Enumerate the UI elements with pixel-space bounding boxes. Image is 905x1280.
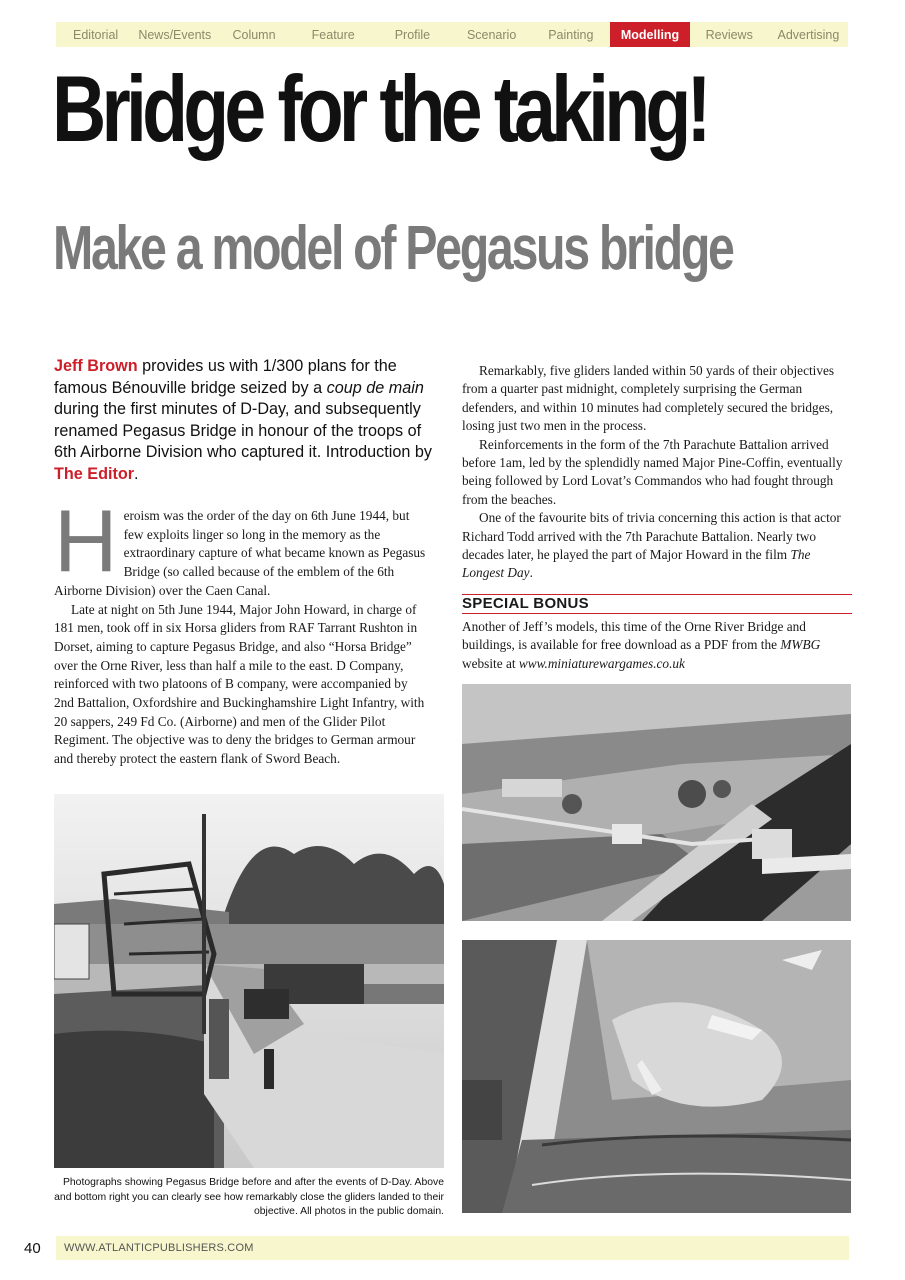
article-headline: Bridge for the taking! [52, 56, 707, 161]
page-footer [0, 1236, 905, 1260]
intro-end: . [134, 464, 139, 483]
photo-bridge-ground [54, 794, 444, 1168]
paragraph-text: eroism was the order of the day on 6th June 1944, but few exploits linger so long in the memory as the extraordinary capture of what became known as Pegasus Bridge (so called because of the emblem of the 6th Airborne Division) over the Caen Canal. [54, 508, 426, 598]
website-link[interactable]: www.miniaturewargames.co.uk [518, 655, 685, 671]
photo-aerial-gliders [462, 940, 851, 1213]
nav-item-modelling[interactable]: Modelling [610, 22, 689, 47]
nav-item-editorial[interactable]: Editorial [73, 27, 119, 42]
special-bonus-heading: SPECIAL BONUS [462, 594, 852, 614]
bonus-text-b: website at [462, 655, 519, 671]
body-paragraph [462, 509, 852, 583]
nav-item-scenario[interactable]: Scenario [466, 27, 517, 42]
nav-item-reviews[interactable]: Reviews [705, 27, 753, 42]
editor-name: The Editor [54, 464, 135, 483]
aerial-photo-graphic [462, 684, 851, 921]
nav-item-column[interactable]: Column [232, 27, 276, 42]
body-paragraph [54, 491, 429, 601]
publisher-website[interactable]: WWW.ATLANTICPUBLISHERS.COM [64, 1242, 254, 1254]
magazine-name: MWBG [780, 637, 821, 653]
body-column-left [54, 491, 429, 769]
section-nav [56, 22, 848, 47]
bridge-photo-graphic [54, 794, 444, 1168]
author-name: Jeff Brown [54, 357, 138, 375]
bonus-text-a: Another of Jeff’s models, this time of the Orne River Bridge and buildings, is available for free download as a PDF from the [462, 619, 806, 653]
page-number: 40 [24, 1240, 41, 1257]
article-subhead: Make a model of Pegasus bridge [53, 214, 733, 283]
article-intro [54, 356, 446, 485]
intro-text-2: during the first minutes of D-Day, and subsequently renamed Pegasus Bridge in honour of the troops of 6th Airborne Division who captured it. Introduction by [54, 400, 432, 461]
nav-item-advertising[interactable]: Advertising [777, 27, 840, 42]
film-title: The Longest Day [462, 547, 811, 581]
nav-item-painting[interactable]: Painting [548, 27, 594, 42]
special-bonus-text [462, 618, 852, 673]
nav-item-news-events[interactable]: News/Events [138, 27, 212, 42]
body-column-right [462, 362, 852, 583]
paragraph-end: . [529, 565, 533, 581]
nav-item-feature[interactable]: Feature [311, 27, 355, 42]
drop-cap: H [54, 491, 118, 590]
body-paragraph: Remarkably, five gliders landed within 50 yards of their objectives from a quarter past midnight, completely surprising the German defenders, and within 10 minutes had completely secured the bridges, losing just two men in the process. [462, 363, 835, 434]
gliders-photo-graphic [462, 940, 851, 1213]
photo-aerial-bridge [462, 684, 851, 921]
photo-caption: Photographs showing Pegasus Bridge before and after the events of D-Day. Above and bottom right you can clearly see how remarkably close the gliders landed to their objective. All photos in the public domain. [54, 1177, 444, 1217]
body-paragraph: Reinforcements in the form of the 7th Parachute Battalion arrived before 1am, led by the splendidly named Major Pine-Coffin, eventually being followed by Lord Lovat’s Commandos who had fought through from the beaches. [462, 436, 843, 507]
paragraph-text: One of the favourite bits of trivia concerning this action is that actor Richard Todd arrived with the 7th Parachute Battalion. Nearly two decades later, he played the part of Major Howard in the film [462, 510, 841, 563]
nav-item-profile[interactable]: Profile [394, 27, 431, 42]
intro-italic: coup de main [326, 378, 424, 397]
body-paragraph: Late at night on 5th June 1944, Major John Howard, in charge of 181 men, took off in six Horsa gliders from RAF Tarrant Rushton in Dorset, aiming to capture Pegasus Bridge, and also “Horsa Bridge” over the Orne River, less than half a mile to the east. D Company, reinforced with two platoons of B company, were accompanied by 2nd Battalion, Oxfordshire and Buckinghamshire Light Infantry, with 20 sappers, 249 Fd Co. (Airborne) and men of the Glider Pilot Regiment. The objective was to deny the bridges to German armour and thereby protect the eastern flank of Sword Beach. [54, 601, 425, 767]
intro-text-1: provides us with 1/300 plans for the famous Bénouville bridge seized by a [54, 357, 397, 397]
